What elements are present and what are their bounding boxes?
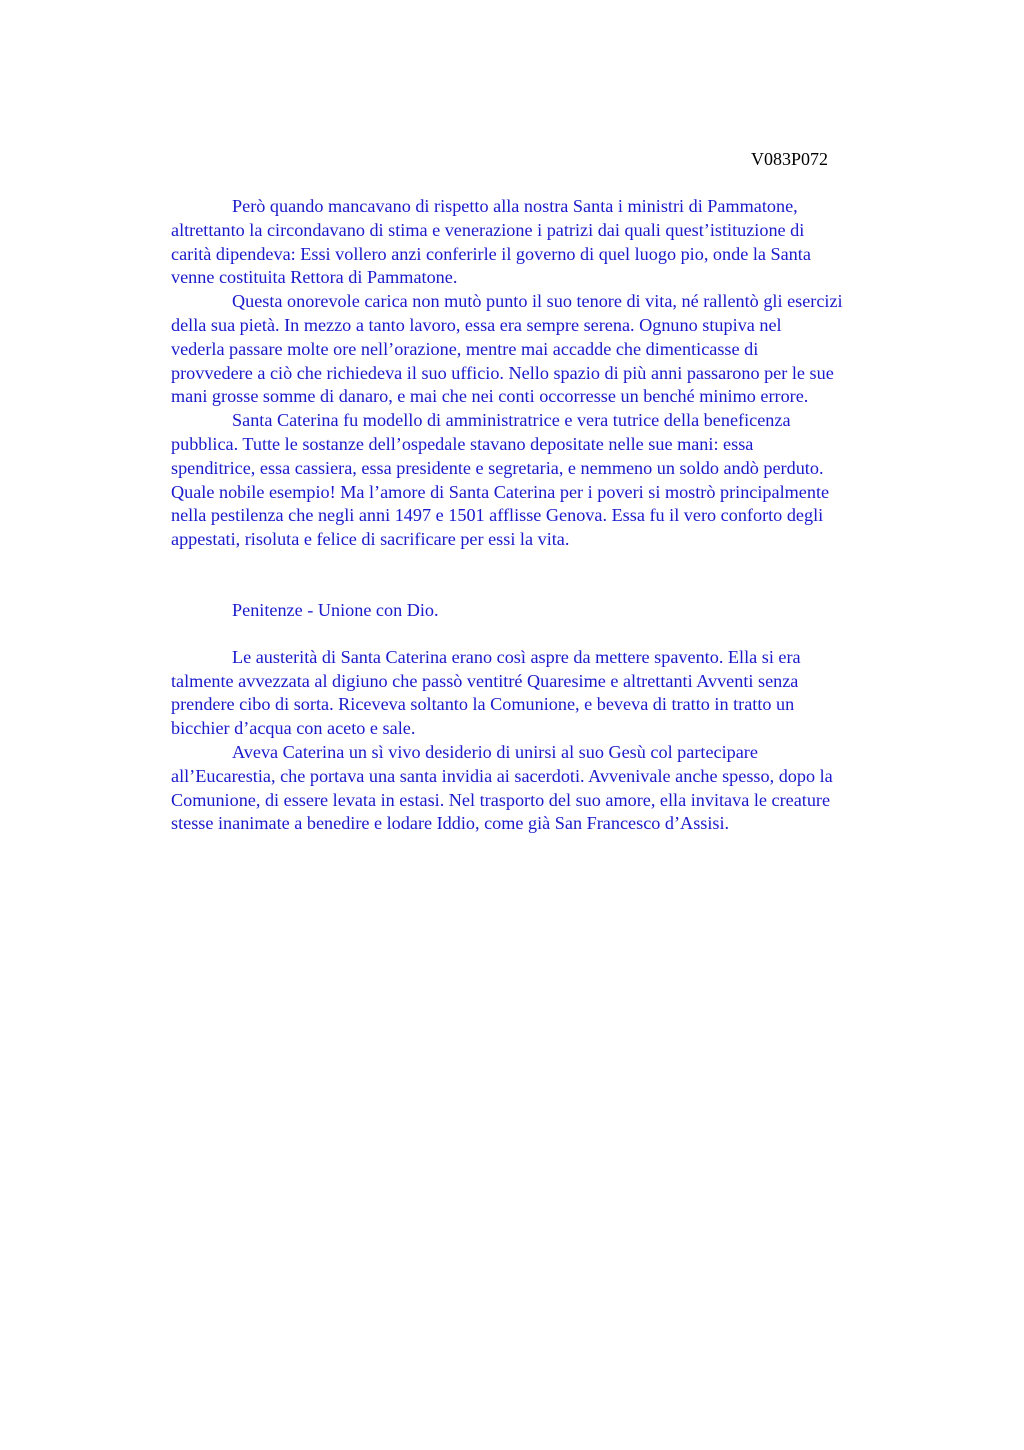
text-line: Comunione, di essere levata in estasi. Nel trasporto del suo amore, ella invitava le creature (171, 789, 831, 810)
text-line: della sua pietà. In mezzo a tanto lavoro, essa era sempre serena. Ognuno stupiva nel (171, 314, 782, 335)
text-line: appestati, risoluta e felice di sacrificare per essi la vita. (171, 529, 570, 550)
text-line: mani grosse somme di danaro, e mai che nei conti occorresse un benché minimo errore. (171, 386, 809, 407)
text-line: Quale nobile esempio! Ma l’amore di Santa Caterina per i poveri si mostrò principalmente (171, 481, 830, 502)
text-line: Però quando mancavano di rispetto alla nostra Santa i ministri di Pammatone, (232, 196, 798, 216)
text-line: stesse inanimate a benedire e lodare Iddio, come già San Francesco d’Assisi. (171, 813, 730, 834)
text-line: spenditrice, essa cassiera, essa presidente e segretaria, e nemmeno un soldo andò perduto. (171, 457, 824, 478)
paragraph-austerita (171, 646, 935, 741)
text-line: Santa Caterina fu modello di amministratrice e vera tutrice della beneficenza (232, 410, 791, 431)
text-line: provvedere a ciò che richiedeva il suo ufficio. Nello spazio di più anni passarono per le sue (171, 362, 834, 383)
section-heading: Penitenze - Unione con Dio. (232, 599, 439, 620)
text-line: all’Eucarestia, che portava una santa invidia ai sacerdoti. Avvenivale anche spesso, dopo la (171, 765, 833, 786)
text-line: pubblica. Tutte le sostanze dell’ospedale stavano depositate nelle sue mani: essa (171, 433, 754, 454)
text-line: Le austerità di Santa Caterina erano così aspre da mettere spavento. Ella si era (232, 646, 801, 667)
page-code: V083P072 (751, 149, 829, 169)
text-line: bicchier d’acqua con aceto e sale. (171, 718, 416, 739)
text-line: nella pestilenza che negli anni 1497 e 1501 afflisse Genova. Essa fu il vero conforto degli (171, 505, 824, 526)
text-line: prendere cibo di sorta. Riceveva soltanto la Comunione, e beveva di tratto in tratto un (171, 694, 795, 715)
text-line: Aveva Caterina un sì vivo desiderio di unirsi al suo Gesù col partecipare (232, 741, 758, 762)
text-line: altrettanto la circondavano di stima e venerazione i patrizi dai quali quest’istituzione di (171, 219, 805, 240)
paragraph-carica (171, 290, 935, 409)
paragraph-amministratrice (171, 409, 935, 552)
paragraph-eucarestia (171, 741, 935, 836)
text-line: carità dipendeva: Essi vollero anzi conferirle il governo di quel luogo pio, onde la Santa (171, 243, 811, 264)
text-line: venne costituita Rettora di Pammatone. (171, 267, 458, 288)
text-line: vederla passare molte ore nell’orazione, mentre mai accadde che dimenticasse di (171, 338, 759, 359)
text-line: talmente avvezzata al digiuno che passò ventitré Quaresime e altrettanti Avventi senza (171, 670, 799, 691)
document-body (171, 195, 935, 836)
text-line: Questa onorevole carica non mutò punto il suo tenore di vita, né rallentò gli esercizi (232, 291, 843, 312)
paragraph-rettora (171, 195, 935, 290)
